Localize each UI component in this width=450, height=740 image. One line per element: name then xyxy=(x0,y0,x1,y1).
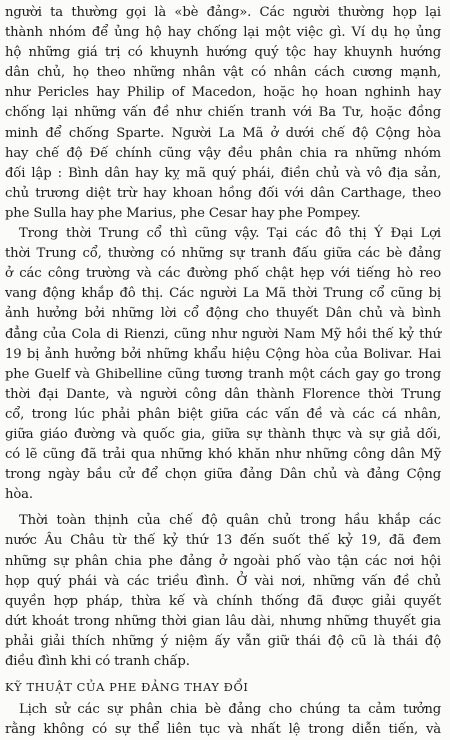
text-line: như Pericles hay Philip of Macedon, hoặc họ hoan nghinh hay xyxy=(5,85,441,101)
text-line: minh để chống Sparte. Người La Mã ở dưới chế độ Cộng hòa xyxy=(5,125,441,141)
text-line: Thời toàn thịnh của chế độ quân chủ trong hầu khắp các xyxy=(19,513,441,529)
text-line: phe Guelf và Ghibelline cũng tương tranh một cách gay go trong xyxy=(5,366,441,382)
paragraph-3 xyxy=(5,511,441,672)
text-line: điều đình khi có tranh chấp. xyxy=(5,654,190,669)
text-line: hộ những giá trị có khuynh hướng quý tộc hay khuynh hướng xyxy=(5,45,441,61)
text-line: giữa giáo đường và quốc gia, giữa sự thành thực và sự giả dối, xyxy=(5,426,441,442)
paragraph-1 xyxy=(5,3,441,224)
text-line: phải giải thích những ý niệm ấy vẫn giữ thái độ cũ là thái độ xyxy=(5,633,441,649)
text-line: vang động khắp đô thị. Các người La Mã thời Trung cổ cũng bị xyxy=(5,286,441,302)
text-line: những sự phân chia phe đảng ở ngoài phố vào tận các nơi hội xyxy=(5,553,441,569)
text-line: đối lập : Bình dân hay kỵ mã quý phái, điền chủ và vô địa sản, xyxy=(5,165,441,181)
text-line: thời Trung cổ, thường có những sự tranh đấu giữa các bè đảng xyxy=(5,246,441,262)
section-heading: KỸ THUẬT CỦA PHE ĐẢNG THAY ĐỔI xyxy=(5,680,249,695)
text-line: rằng không có sự thể liên tục và nhất lệ trong diễn tiến, và xyxy=(5,722,441,738)
text-line: chống lại những vấn đề như chiến tranh với Ba Tư, hoặc đồng xyxy=(5,105,441,121)
text-line: hòa. xyxy=(5,487,33,503)
text-line: có lẽ cũng đã trải qua những khó khăn như những công dân Mỹ xyxy=(5,447,441,463)
text-line: Lịch sử các sự phân chia bè đảng cho chúng ta cảm tưởng xyxy=(19,702,441,718)
text-line: ở các công trường và các đường phố chật hẹp với tiếng hò reo xyxy=(5,266,441,282)
text-line: quyền hợp pháp, thừa kế và chính thống đã được giải quyết xyxy=(5,593,441,609)
paragraph-4 xyxy=(5,700,441,740)
text-line: dân chủ, họ theo những nhân vật có nhân cách cương mạnh, xyxy=(5,65,441,81)
text-line: chủ trương diệt trừ hay khoan hồng đối với dân Carthage, theo xyxy=(5,185,441,201)
text-line: họp quý phái và các triều đình. Ở vài nơi, những vấn đề chủ xyxy=(5,573,441,589)
paragraph-2 xyxy=(5,224,441,505)
text-line: người ta thường gọi là «bè đảng». Các người thường họp lại xyxy=(5,5,441,20)
text-line: thời đại Dante, và người công dân thành Florence thời Trung xyxy=(5,386,441,402)
text-line: 19 bị ảnh hưởng bởi những khẩu hiệu Cộng hòa của Bolivar. Hai xyxy=(5,346,441,362)
text-line: hay chế độ Đế chính cũng vậy đều phân chia ra những nhóm xyxy=(5,145,441,161)
text-line: nước Âu Châu từ thế kỷ thứ 13 đến suốt thế kỷ 19, đã đem xyxy=(5,533,441,549)
text-line: cổ, trong lúc phải phân biệt giữa các vấn đề và các cá nhân, xyxy=(5,406,441,422)
text-line: Trong thời Trung cổ thì cũng vậy. Tại các đô thị Ý Đại Lợi xyxy=(19,226,441,242)
text-line: trong ngày bầu cử để chọn giữa đảng Dân chủ và đảng Cộng xyxy=(5,467,441,483)
text-line: dứt khoát trong những thời gian lâu dài, nhưng những thuyết gia xyxy=(5,613,441,629)
text-line: ảnh hưởng bởi những lời cổ động cho thuyết Dân chủ và bình xyxy=(5,306,441,322)
text-line: đẳng của Cola di Rienzi, cũng như người Nam Mỹ hồi thế kỷ thứ xyxy=(5,326,441,342)
text-line: phe Sulla hay phe Marius, phe Cesar hay phe Pompey. xyxy=(5,205,361,221)
text-line: thành nhóm để ủng hộ hay chống lại một việc gì. Ví dụ họ ủng xyxy=(5,25,441,41)
